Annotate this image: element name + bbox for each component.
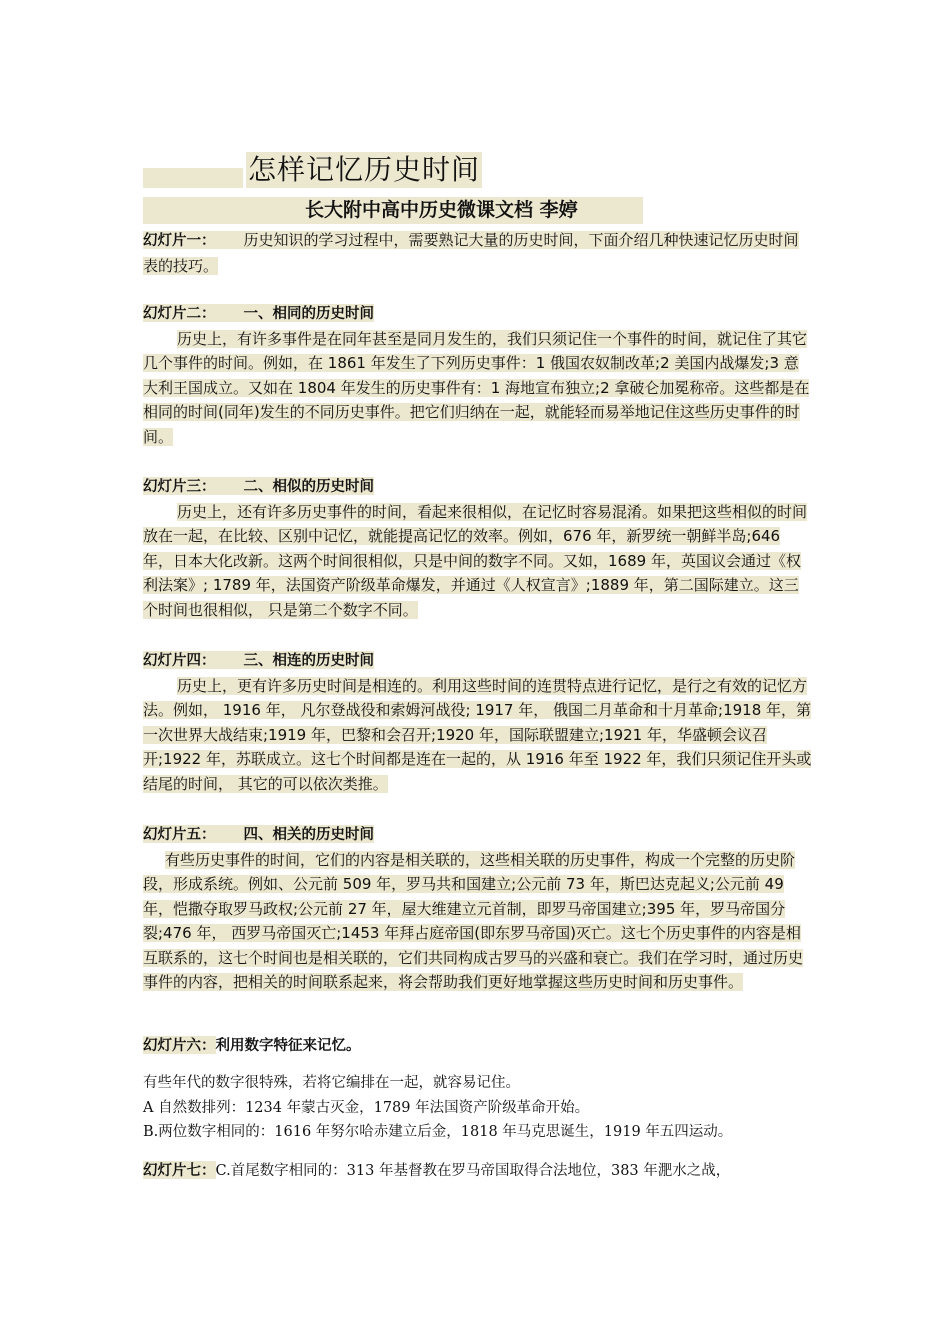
section-slide-1: [143, 228, 813, 278]
title-highlight: [143, 168, 243, 188]
slide-6-line-2: A 自然数排列：1234 年蒙古灭金，1789 年法国资产阶级革命开始。: [143, 1099, 590, 1116]
slide-2-text: 历史上，有许多事件是在同年甚至是同月发生的，我们只须记住一个事件的时间，就记住了其它几个事件的时间。例如，在 1861 年发生了下列历史事件：1 俄国农奴制改革;2 美国内战爆发;3 意大利王国成立。又如在 1804 年发生的历史事件有：1 海地宣布独立;2 拿破仑加冕称帝。这些都是在相同的时间(同年)发生的不同历史事件。把它们归纳在一起，就能轻而易举地记住这些历史事件的时间。: [143, 329, 810, 446]
subtitle-row: [143, 197, 643, 224]
section-slide-3: [143, 474, 813, 622]
section-slide-6: [143, 1033, 813, 1059]
slide-1-text: 历史知识的学习过程中，需要熟记大量的历史时间，下面介绍几种快速记忆历史时间表的技巧。: [143, 231, 799, 275]
slide-7-text: C.首尾数字相同的：313 年基督教在罗马帝国取得合法地位，383 年淝水之战，: [215, 1163, 731, 1179]
slide-6-line-3: B.两位数字相同的：1616 年努尔哈赤建立后金，1818 年马克思诞生，1919 年五四运动。: [143, 1124, 733, 1140]
slide-5-label: 幻灯片五：: [143, 827, 216, 843]
section-slide-4: [143, 648, 813, 796]
slide-7-label: 幻灯片七：: [143, 1163, 216, 1179]
slide-3-label: 幻灯片三：: [143, 479, 216, 495]
page-subtitle: 长大附中高中历史微课文档 李婷: [305, 199, 578, 221]
slide-4-label: 幻灯片四：: [143, 653, 216, 669]
slide-5-heading: 四、相关的历史时间: [243, 827, 374, 843]
slide-5-text: 有些历史事件的时间，它们的内容是相关联的，这些相关联的历史事件，构成一个完整的历史阶段，形成系统。例如、公元前 509 年，罗马共和国建立;公元前 73 年，斯巴达克起义;公元前 49 年，恺撒夺取罗马政权;公元前 27 年，屋大维建立元首制，即罗马帝国建立;395 年，罗马帝国分裂;476 年， 西罗马帝国灭亡;1453 年拜占庭帝国(即东罗马帝国)灭亡。这七个历史事件的内容是相互联系的，这七个时间也是相关联的，它们共同构成古罗马的兴盛和衰亡。我们在学习时，通过历史事件的内容，把相关的时间联系起来，将会帮助我们更好地掌握这些历史时间和历史事件。: [143, 850, 804, 991]
section-slide-7: [143, 1158, 813, 1184]
slide-2-label: 幻灯片二：: [143, 306, 216, 322]
slide-6-heading: 利用数字特征来记忆。: [215, 1038, 361, 1054]
section-slide-2: [143, 301, 813, 449]
slide-1-label: 幻灯片一：: [143, 233, 216, 249]
slide-3-heading: 二、相似的历史时间: [243, 479, 374, 495]
title-row: [143, 152, 623, 188]
slide-4-heading: 三、相连的历史时间: [243, 653, 374, 669]
slide-4-text: 历史上，更有许多历史时间是相连的。利用这些时间的连贯特点进行记忆，是行之有效的记忆方法。例如， 1916 年， 凡尔登战役和索姆河战役; 1917 年， 俄国二月革命和十月革命;1918 年，第一次世界大战结束;1919 年，巴黎和会召开;1920 年，国际联盟建立;1921 年，华盛顿会议召开;1922 年，苏联成立。这七个时间都是连在一起的，从 1916 年至 1922 年，我们只须记住开头或结尾的时间， 其它的可以依次类推。: [143, 676, 812, 793]
slide-2-heading: 一、相同的历史时间: [243, 306, 374, 322]
slide-6-label: 幻灯片六：: [143, 1038, 216, 1054]
section-slide-6-body: [143, 1071, 813, 1145]
slide-6-line-1: 有些年代的数字很特殊，若将它编排在一起，就容易记住。: [143, 1075, 520, 1091]
page-title: 怎样记忆历史时间: [248, 153, 481, 186]
slide-3-text: 历史上，还有许多历史事件的时间，看起来很相似，在记忆时容易混淆。如果把这些相似的时间放在一起，在比较、区别中记忆，就能提高记忆的效率。例如，676 年，新罗统一朝鲜半岛;646 年，日本大化改新。这两个时间很相似，只是中间的数字不同。又如，1689 年，英国议会通过《权利法案》; 1789 年，法国资产阶级革命爆发，并通过《人权宣言》;1889 年，第二国际建立。这三个时间也很相似， 只是第二个数字不同。: [143, 502, 808, 619]
section-slide-5: [143, 822, 813, 995]
